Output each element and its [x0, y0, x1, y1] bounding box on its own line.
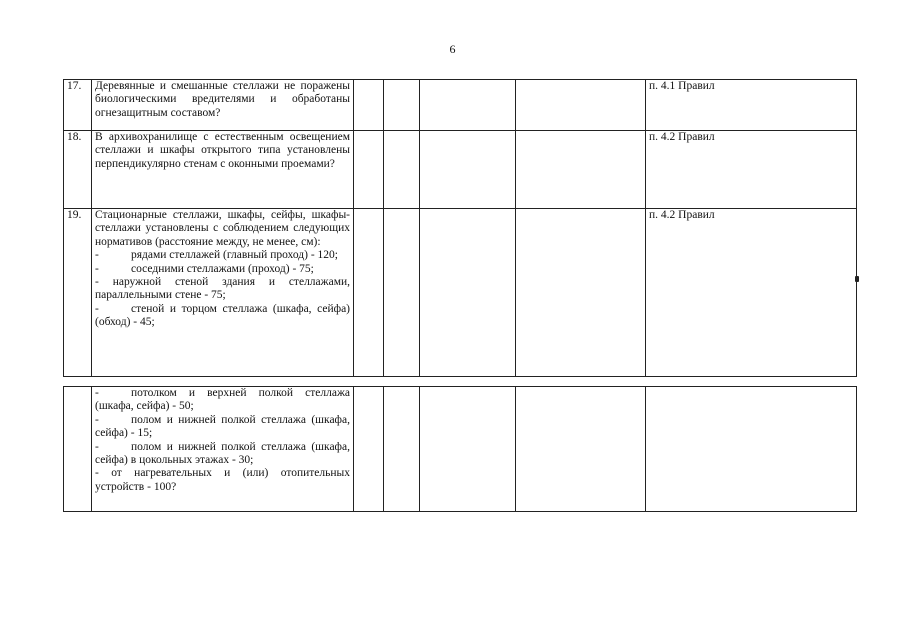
table-row: [64, 131, 857, 209]
answer-cell[interactable]: [354, 80, 384, 131]
reference-cell: п. 4.2 Правил: [646, 209, 857, 377]
scan-mark: [855, 276, 859, 282]
answer-cell[interactable]: [420, 80, 516, 131]
norm-item: - потолком и верхней полкой стеллажа (шкафа, сейфа) - 50;: [95, 387, 350, 413]
question-intro: Стационарные стеллажи, шкафы, сейфы, шкафы-стеллажи установлены с соблюдением следующих нормативов (расстояние между, не менее, см):: [95, 209, 350, 248]
answer-cell[interactable]: [354, 387, 384, 512]
answer-cell[interactable]: [384, 80, 420, 131]
answer-cell[interactable]: [354, 131, 384, 209]
norm-item: - от нагревательных и (или) отопительных устройств - 100?: [95, 467, 351, 493]
answer-cell[interactable]: [516, 387, 646, 512]
table-row: [64, 387, 857, 512]
reference-cell: п. 4.1 Правил: [646, 80, 857, 131]
norm-item: - рядами стеллажей (главный проход) - 120;: [95, 249, 338, 262]
norm-item: - полом и нижней полкой стеллажа (шкафа, сейфа) - 15;: [95, 413, 350, 440]
page-number: 6: [449, 42, 456, 56]
row-number: 19.: [64, 209, 92, 377]
answer-cell[interactable]: [420, 131, 516, 209]
answer-cell[interactable]: [384, 131, 420, 209]
row-number: 18.: [64, 131, 92, 209]
question-text: [92, 209, 354, 377]
norm-item: - наружной стеной здания и стеллажами, параллельными стене - 75;: [95, 276, 351, 302]
answer-cell[interactable]: [420, 387, 516, 512]
table-row: [64, 209, 857, 377]
row-number: 17.: [64, 80, 92, 131]
question-text: В архивохранилище с естественным освещением стеллажи и шкафы открытого типа установлены перпендикулярно стенам с оконными проемами?: [92, 131, 354, 209]
question-text: [92, 387, 354, 512]
checklist-table-continuation: [63, 386, 857, 512]
answer-cell[interactable]: [420, 209, 516, 377]
norm-item: - соседними стеллажами (проход) - 75;: [95, 262, 314, 275]
table-row: [64, 80, 857, 131]
checklist-table: [63, 79, 857, 377]
answer-cell[interactable]: [384, 387, 420, 512]
answer-cell[interactable]: [516, 80, 646, 131]
norm-item: - стеной и торцом стеллажа (шкафа, сейфа) (обход) - 45;: [95, 302, 350, 329]
question-text: Деревянные и смешанные стеллажи не поражены биологическими вредителями и обработаны огнезащитным составом?: [92, 80, 354, 131]
norm-item: - полом и нижней полкой стеллажа (шкафа, сейфа) в цокольных этажах - 30;: [95, 440, 350, 467]
answer-cell[interactable]: [354, 209, 384, 377]
answer-cell[interactable]: [516, 209, 646, 377]
reference-cell: [646, 387, 857, 512]
reference-cell: п. 4.2 Правил: [646, 131, 857, 209]
row-number: [64, 387, 92, 512]
answer-cell[interactable]: [516, 131, 646, 209]
answer-cell[interactable]: [384, 209, 420, 377]
